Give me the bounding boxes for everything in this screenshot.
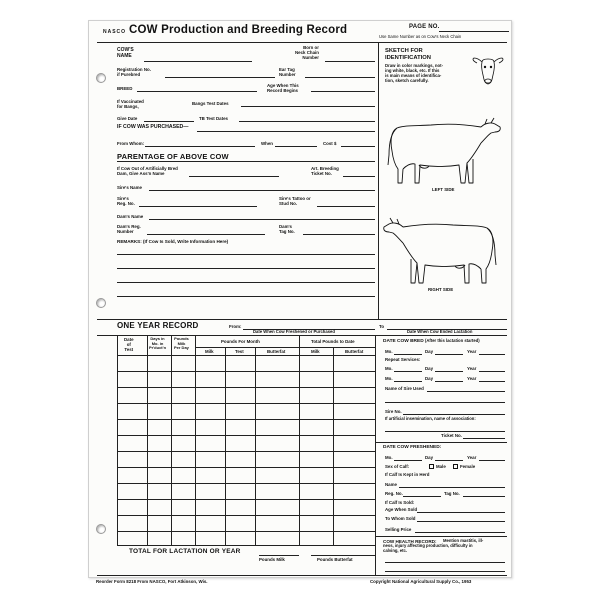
col-divider-3 — [195, 335, 196, 545]
selling-price-line[interactable] — [415, 532, 505, 533]
bangs-test-label: Bangs Test Dates — [192, 101, 229, 106]
fresh-mo-line[interactable] — [394, 460, 422, 461]
calf-name-line[interactable] — [399, 487, 505, 488]
fresh-mo-label: Mo. — [385, 455, 393, 460]
parentage-rule — [117, 161, 375, 162]
one-year-heading: ONE YEAR RECORD — [117, 321, 199, 330]
punch-hole — [96, 73, 106, 83]
record-sheet — [88, 20, 512, 578]
repeat1-year-line[interactable] — [479, 371, 505, 372]
dams-tag-line[interactable] — [303, 234, 375, 235]
repeat1-day-line[interactable] — [435, 371, 463, 372]
table-row[interactable] — [117, 515, 375, 516]
dams-name-label: Dam's Name — [117, 214, 144, 219]
page-no-line[interactable] — [439, 31, 509, 32]
copyright-note: Copyright National Agricultural Supply Co., 1953 — [370, 579, 472, 584]
tb-test-label: TB Test Dates — [199, 116, 228, 121]
cow-head-icon — [471, 54, 505, 88]
sires-reg-label: Sire's Reg. No. — [117, 196, 135, 207]
from-label: From: — [229, 324, 242, 329]
table-row[interactable] — [117, 467, 375, 468]
health-line-1[interactable] — [385, 562, 505, 563]
selling-price-label: Selling Price — [385, 527, 412, 532]
table-row[interactable] — [117, 451, 375, 452]
bred-mo-label: Mo. — [385, 349, 393, 354]
ear-tag-line[interactable] — [305, 77, 375, 78]
association-line[interactable] — [385, 431, 505, 432]
sire-no-label: Sire No. — [385, 409, 402, 414]
col-days-header: Days in Mo. in Pr'duct'n — [149, 336, 167, 351]
table-row[interactable] — [117, 371, 375, 372]
sires-name-line[interactable] — [149, 190, 375, 191]
footer-rule — [97, 575, 507, 576]
from-whom-line[interactable] — [145, 146, 255, 147]
table-row[interactable] — [117, 435, 375, 436]
col-divider-1 — [147, 335, 148, 545]
repeat1-mo-line[interactable] — [394, 371, 422, 372]
age-when-label: Age When This Record Begins — [267, 83, 299, 94]
checkbox-icon[interactable] — [453, 464, 458, 469]
table-row[interactable] — [117, 483, 375, 484]
cows-name-label: COW'S NAME — [117, 47, 134, 59]
pounds-month-header: Pounds For Month — [221, 339, 260, 344]
cost-label: Cost $ — [323, 141, 337, 146]
checkbox-icon[interactable] — [429, 464, 434, 469]
reorder-note: Reorder Form 8218 From NASCO, Fort Atkinson, Wis. — [96, 579, 208, 584]
mid-rule — [97, 319, 507, 320]
total-lactation-label: TOTAL FOR LACTATION OR YEAR — [129, 548, 241, 555]
tb-test-line[interactable] — [239, 121, 375, 122]
calf-tag-label: Tag No. — [444, 491, 460, 496]
if-kept-label: If Calf Is Kept in Herd — [385, 472, 430, 477]
female-label: Female — [460, 464, 476, 469]
dams-name-line[interactable] — [149, 219, 375, 220]
born-neck-label: Born or Neck Chain Number — [295, 45, 319, 61]
artificially-bred-label: If Cow Out of Artificially Bred Dam, Give Ass'n Name — [117, 166, 178, 177]
fresh-day-label: Day — [425, 455, 434, 460]
health-heading: COW HEALTH RECORD: — [383, 539, 437, 544]
date-freshened-caption: Date When Cow Freshened or Purchased — [253, 329, 335, 334]
sex-calf-label: Sex of Calf: — [385, 464, 410, 469]
calf-reg-line[interactable] — [403, 496, 441, 497]
top-divider — [378, 43, 379, 319]
repeat2-year-line[interactable] — [479, 381, 505, 382]
col-pounds-header: Pounds Milk Per Day — [174, 336, 189, 351]
date-bred-heading: DATE COW BRED — [383, 339, 424, 344]
breed-line[interactable] — [137, 91, 257, 92]
repeat2-year-label: Year — [467, 376, 477, 381]
punch-hole — [96, 298, 106, 308]
remarks-line-4[interactable] — [117, 296, 375, 297]
sires-reg-line[interactable] — [139, 206, 257, 207]
fresh-year-line[interactable] — [479, 460, 505, 461]
health-note: Mention mastitis, ill- ness, injury affecting production, difficulty in calving, etc. — [383, 538, 484, 553]
art-breeding-line[interactable] — [343, 176, 375, 177]
repeat2-mo-line[interactable] — [394, 381, 422, 382]
col-total-butterfat-header: Butterfat — [345, 349, 364, 354]
col-milk-header: Milk — [205, 349, 214, 354]
bred-mo-line[interactable] — [394, 354, 422, 355]
purchased-label: IF COW WAS PURCHASED— — [117, 124, 189, 130]
if-sold-label: If Calf Is Sold: — [385, 500, 415, 505]
ear-tag-label: Ear Tag Number — [279, 67, 296, 78]
give-date-line[interactable] — [144, 121, 194, 122]
col-total-milk-header: Milk — [311, 349, 320, 354]
remarks-label: REMARKS: (If Cow Is Sold, Write Information Here) — [117, 239, 229, 244]
sketch-instructions: Draw in color markings, not- ing white, black, etc. If this is main means of identifica- tion, sketch carefully. — [385, 63, 444, 83]
pounds-butterfat-caption: Pounds Butterfat — [317, 557, 353, 562]
health-line-2[interactable] — [385, 571, 505, 572]
fresh-year-label: Year — [467, 455, 477, 460]
date-ended-caption: Date When Cow Ended Lactation — [407, 329, 473, 334]
left-side-label: LEFT SIDE — [432, 187, 455, 192]
remarks-line-2[interactable] — [117, 268, 375, 269]
cows-name-line[interactable] — [144, 61, 252, 62]
table-bottom-rule — [117, 545, 375, 546]
fresh-day-line[interactable] — [435, 460, 463, 461]
dams-reg-line[interactable] — [147, 234, 265, 235]
table-row[interactable] — [117, 403, 375, 404]
table-row[interactable] — [117, 499, 375, 500]
repeat-services-label: Repeat Services: — [385, 357, 421, 362]
right-side-label: RIGHT SIDE — [428, 287, 454, 292]
art-breeding-label: Art. Breeding Ticket No. — [311, 166, 339, 177]
to-whom-label: To Whom Sold — [385, 516, 416, 521]
repeat2-day-line[interactable] — [435, 381, 463, 382]
date-bred-note: (After this lactation started) — [425, 338, 480, 343]
age-sold-line[interactable] — [417, 512, 505, 513]
sire-extra-line[interactable] — [385, 402, 505, 403]
born-neck-line[interactable] — [325, 61, 375, 62]
col-divider-2 — [171, 335, 172, 545]
bred-year-label: Year — [467, 349, 477, 354]
ticket-label: Ticket No. — [441, 433, 462, 438]
cow-left-side-icon — [381, 103, 503, 185]
if-art-label: If artificial insemination, name of association: — [385, 416, 476, 421]
ticket-line[interactable] — [463, 438, 505, 439]
header-rule — [97, 42, 507, 43]
table-right-border — [375, 335, 376, 575]
to-whom-line[interactable] — [417, 521, 505, 522]
repeat1-year-label: Year — [467, 366, 477, 371]
give-date-label: Give Date — [117, 116, 138, 121]
name-sire-line[interactable] — [427, 391, 505, 392]
col-date-header: Date of Test — [124, 337, 134, 353]
bred-year-line[interactable] — [479, 354, 505, 355]
repeat1-day-label: Day — [425, 366, 434, 371]
calf-reg-label: Reg. No. — [385, 491, 403, 496]
when-line[interactable] — [275, 146, 317, 147]
vaccinated-label: If Vaccinated for Bangs, — [117, 99, 144, 110]
total-pounds-header: Total Pounds to Date — [311, 339, 355, 344]
when-label: When — [261, 141, 273, 146]
total-butterfat-line[interactable] — [311, 555, 375, 556]
remarks-line-1[interactable] — [117, 254, 375, 255]
table-row[interactable] — [117, 531, 375, 532]
sketch-heading: SKETCH FOR IDENTIFICATION — [385, 48, 431, 61]
brand-label: NASCO — [103, 29, 127, 35]
header-bottom-rule — [117, 355, 375, 356]
registration-line[interactable] — [165, 77, 275, 78]
dams-reg-label: Dam's Reg. Number — [117, 224, 141, 235]
artificially-bred-line[interactable] — [189, 176, 279, 177]
purchased-line — [197, 131, 375, 132]
remarks-line-3[interactable] — [117, 282, 375, 283]
registration-label: Registration No. if Purebred — [117, 67, 151, 78]
table-left-border — [117, 335, 118, 545]
sires-tattoo-label: Sire's Tattoo or Stud No. — [279, 196, 311, 207]
col-butterfat-header: Butterfat — [267, 349, 286, 354]
table-row[interactable] — [117, 387, 375, 388]
parentage-heading: PARENTAGE OF ABOVE COW — [117, 152, 229, 161]
repeat2-mo-label: Mo. — [385, 376, 393, 381]
breed-label: BREED — [117, 86, 133, 91]
repeat1-mo-label: Mo. — [385, 366, 393, 371]
calf-tag-line[interactable] — [463, 496, 505, 497]
age-sold-label: Age When Sold — [385, 507, 418, 512]
table-row[interactable] — [117, 419, 375, 420]
subheader-rule — [195, 347, 375, 348]
repeat2-day-label: Day — [425, 376, 434, 381]
pounds-milk-caption: Pounds Milk — [259, 557, 285, 562]
page-no-note: Use Same Number as on Cow's Neck Chain — [379, 34, 462, 39]
freshened-rule — [375, 442, 507, 443]
page-no-label: PAGE NO. — [409, 24, 440, 30]
bred-day-line[interactable] — [435, 354, 463, 355]
col-divider-6 — [299, 335, 300, 545]
col-test-header: Test — [235, 349, 244, 354]
dams-tag-label: Dam's Tag No. — [279, 224, 295, 235]
page-title: COW Production and Breeding Record — [129, 24, 348, 36]
sires-name-label: Sire's Name — [117, 185, 142, 190]
male-label: Male — [436, 464, 446, 469]
sires-tattoo-line[interactable] — [317, 206, 375, 207]
health-rule — [375, 536, 507, 537]
freshened-heading: DATE COW FRESHENED: — [383, 445, 442, 450]
cost-line[interactable] — [341, 146, 375, 147]
total-milk-line[interactable] — [259, 555, 299, 556]
punch-hole — [96, 524, 106, 534]
bangs-test-line[interactable] — [241, 106, 375, 107]
calf-name-label: Name — [385, 482, 397, 487]
from-whom-label: From Whom: — [117, 141, 145, 146]
to-label: To — [379, 324, 385, 329]
age-when-line[interactable] — [311, 91, 375, 92]
sire-no-line[interactable] — [403, 414, 505, 415]
name-sire-label: Name of Sire Used — [385, 386, 424, 391]
bred-day-label: Day — [425, 349, 434, 354]
cow-right-side-icon — [381, 203, 503, 285]
